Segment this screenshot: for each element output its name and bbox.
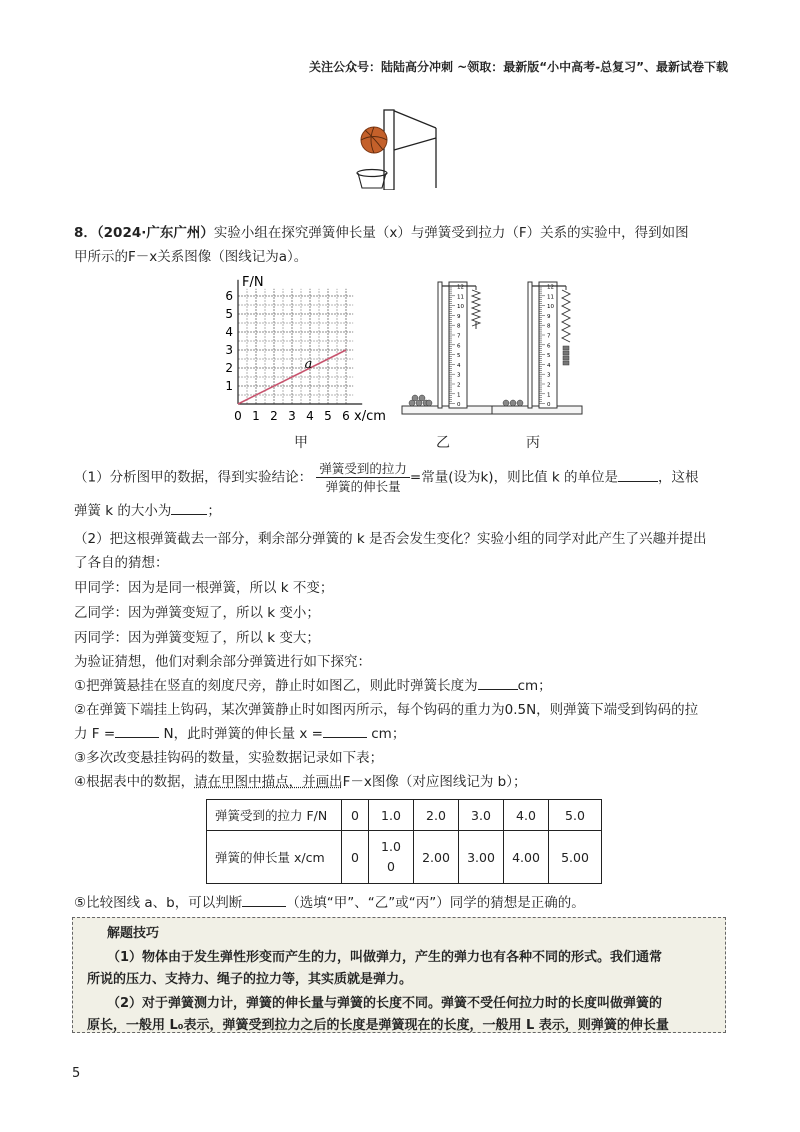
fraction-numerator: 弹簧受到的拉力	[316, 460, 410, 478]
table-cell: 2.0	[414, 800, 459, 831]
table-cell: 3.00	[459, 831, 504, 884]
x-tick-label: 2	[270, 409, 278, 423]
x-tick-label: 4	[306, 409, 314, 423]
step1-text: ①把弹簧悬挂在竖直的刻度尺旁，静止时如图乙，则此时弹簧长度为	[74, 678, 478, 694]
y-tick-label: 1	[225, 379, 233, 393]
ruler-tick-label: 11	[457, 294, 464, 301]
q1-line2-suffix: ；	[207, 503, 221, 519]
table-cell: 3.0	[459, 800, 504, 831]
tips-box	[72, 917, 726, 1033]
ratio-fraction	[316, 460, 410, 495]
y-tick-label: 4	[225, 325, 233, 339]
ruler-tick-label: 0	[457, 402, 461, 409]
table-row-force	[207, 800, 602, 831]
table-cell: 4.0	[504, 800, 549, 831]
y-tick-label: 6	[225, 289, 233, 303]
ruler-tick-label: 10	[547, 304, 554, 311]
ruler-tick-label: 5	[457, 353, 461, 360]
answer-blank-unit[interactable]	[618, 467, 658, 482]
ruler-tick-label: 2	[457, 382, 461, 389]
verify-text: 为验证猜想，他们对剩余部分弹簧进行如下探究：	[74, 654, 371, 670]
table-cell: 4.00	[504, 831, 549, 884]
fraction-denominator: 弹簧的伸长量	[325, 479, 401, 494]
ruler-tick-label: 1	[457, 392, 461, 399]
x-tick-label: 0	[234, 409, 242, 423]
ruler-tick-label: 9	[547, 313, 551, 320]
ruler-tick-label: 12	[547, 284, 554, 291]
step2-force-label: 力 F =	[74, 726, 116, 742]
table-cell: 5.0	[549, 800, 602, 831]
question-intro-1: 实验小组在探究弹簧伸长量（x）与弹簧受到拉力（F）关系的实验中，得到如图	[213, 225, 689, 241]
figure-yi-label: 乙	[436, 435, 450, 451]
ruler-tick-label: 5	[547, 353, 551, 360]
table-cell: 0	[342, 831, 369, 884]
figure-bing-label: 丙	[526, 435, 540, 451]
guess-yi: 乙同学：因为弹簧变短了，所以 k 变小；	[74, 605, 320, 621]
answer-blank-length[interactable]	[478, 675, 518, 690]
ruler-stand-bing	[488, 278, 588, 420]
ruler-tick-label: 0	[547, 402, 551, 409]
table-row-extension	[207, 831, 602, 884]
guess-bing: 丙同学：因为弹簧变短了，所以 k 变大；	[74, 630, 320, 646]
q1-suffix-1: =常量(设为k)，则比值 k 的单位是	[409, 469, 618, 486]
step4-text-c: F－x图像（对应图线记为 b）；	[342, 774, 527, 790]
ruler-tick-label: 6	[547, 343, 551, 350]
question-intro-2: 甲所示的F－x关系图像（图线记为a）。	[74, 249, 308, 265]
x-tick-label: 5	[324, 409, 332, 423]
ruler-tick-label: 10	[457, 304, 464, 311]
q1-suffix-2: ，这根	[657, 469, 699, 486]
question-number: 8．	[74, 225, 97, 241]
answer-blank-k[interactable]	[171, 500, 207, 515]
step4-text-a: ④根据表中的数据，	[74, 774, 195, 790]
guess-jia: 甲同学：因为是同一根弹簧，所以 k 不变；	[74, 580, 334, 596]
step2-unit: cm；	[371, 726, 406, 742]
table-header-extension: 弹簧的伸长量 x/cm	[207, 831, 342, 884]
data-table	[206, 799, 602, 884]
f-x-graph	[222, 276, 392, 432]
x-tick-label: 3	[288, 409, 296, 423]
tips-p1-line2: 所说的压力、支持力、绳子的拉力等，其实质就是弹力。	[87, 972, 413, 987]
q2-line1: （2）把这根弹簧截去一部分，剩余部分弹簧的 k 是否会发生变化？实验小组的同学对此产生了兴趣并提出	[74, 531, 707, 547]
table-cell: 1.0	[369, 800, 414, 831]
x-tick-label: 6	[342, 409, 350, 423]
figure-jia-label: 甲	[294, 435, 308, 451]
tips-p2-line1: （2）对于弹簧测力计，弹簧的伸长量与弹簧的长度不同。弹簧不受任何拉力时的长度叫做弹簧的	[107, 996, 663, 1011]
ruler-tick-label: 12	[457, 284, 464, 291]
ruler-tick-label: 9	[457, 313, 461, 320]
answer-blank-force[interactable]	[115, 723, 159, 738]
q1-prefix: （1）分析图甲的数据，得到实验结论：	[74, 469, 313, 486]
ruler-tick-label: 7	[547, 333, 551, 340]
page-number: 5	[72, 1066, 81, 1081]
page-header: 关注公众号：陆陆高分冲刺 ~领取：最新版“小中高考-总复习”、最新试卷下载	[309, 60, 728, 74]
x-axis-label: x/cm	[354, 409, 386, 424]
tips-p2-line2: 原长，一般用 L₀表示，弹簧受到拉力之后的长度是弹簧现在的长度，一般用 L 表示，则弹簧的伸长量	[87, 1018, 669, 1033]
y-tick-label: 5	[225, 307, 233, 321]
step5-suffix: （选填“甲”、“乙”或“丙”）同学的猜想是正确的。	[286, 895, 585, 911]
ruler-tick-label: 7	[457, 333, 461, 340]
step3-text: ③多次改变悬挂钩码的数量，实验数据记录如下表；	[74, 750, 384, 766]
table-cell: 5.00	[549, 831, 602, 884]
step1-unit: cm；	[517, 678, 552, 694]
y-tick-label: 3	[225, 343, 233, 357]
ruler-tick-label: 8	[457, 323, 461, 330]
question-source: （2024·广东广州）	[96, 225, 214, 241]
step5-text: ⑤比较图线 a、b，可以判断	[74, 895, 243, 911]
table-cell: 0	[342, 800, 369, 831]
ruler-tick-label: 11	[547, 294, 554, 301]
x-tick-label: 1	[252, 409, 260, 423]
step2-extension-label: N，此时弹簧的伸长量 x =	[163, 726, 323, 742]
step4-text-emphasis: 请在甲图中描点，并画出	[194, 774, 343, 790]
table-cell: 2.00	[414, 831, 459, 884]
graph-line-a-label: a	[304, 357, 313, 372]
ruler-tick-label: 3	[547, 372, 551, 379]
q1-line2-prefix: 弹簧 k 的大小为	[74, 503, 172, 519]
ruler-tick-label: 4	[457, 362, 461, 369]
table-cell: 1.0 0	[369, 831, 414, 884]
basketball-hoop-illustration	[350, 100, 440, 190]
tips-title: 解题技巧	[107, 926, 160, 941]
step2-text: ②在弹簧下端挂上钩码，某次弹簧静止时如图丙所示，每个钩码的重力为0.5N，则弹簧下端受到钩码的拉	[74, 702, 699, 718]
ruler-tick-label: 3	[457, 372, 461, 379]
ruler-tick-label: 4	[547, 362, 551, 369]
ruler-tick-label: 2	[547, 382, 551, 389]
y-axis-label: F/N	[242, 276, 264, 290]
ruler-tick-label: 6	[457, 343, 461, 350]
ruler-tick-label: 8	[547, 323, 551, 330]
ruler-tick-label: 1	[547, 392, 551, 399]
y-tick-label: 2	[225, 361, 233, 375]
answer-blank-extension[interactable]	[323, 723, 367, 738]
answer-blank-judgement[interactable]	[242, 892, 286, 907]
q2-line2: 了各自的猜想：	[74, 555, 169, 571]
table-header-force: 弹簧受到的拉力 F/N	[207, 800, 342, 831]
tips-p1-line1: （1）物体由于发生弹性形变而产生的力，叫做弹力，产生的弹力也有各种不同的形式。我们通常	[107, 950, 663, 965]
ruler-stand-yi	[398, 278, 498, 420]
